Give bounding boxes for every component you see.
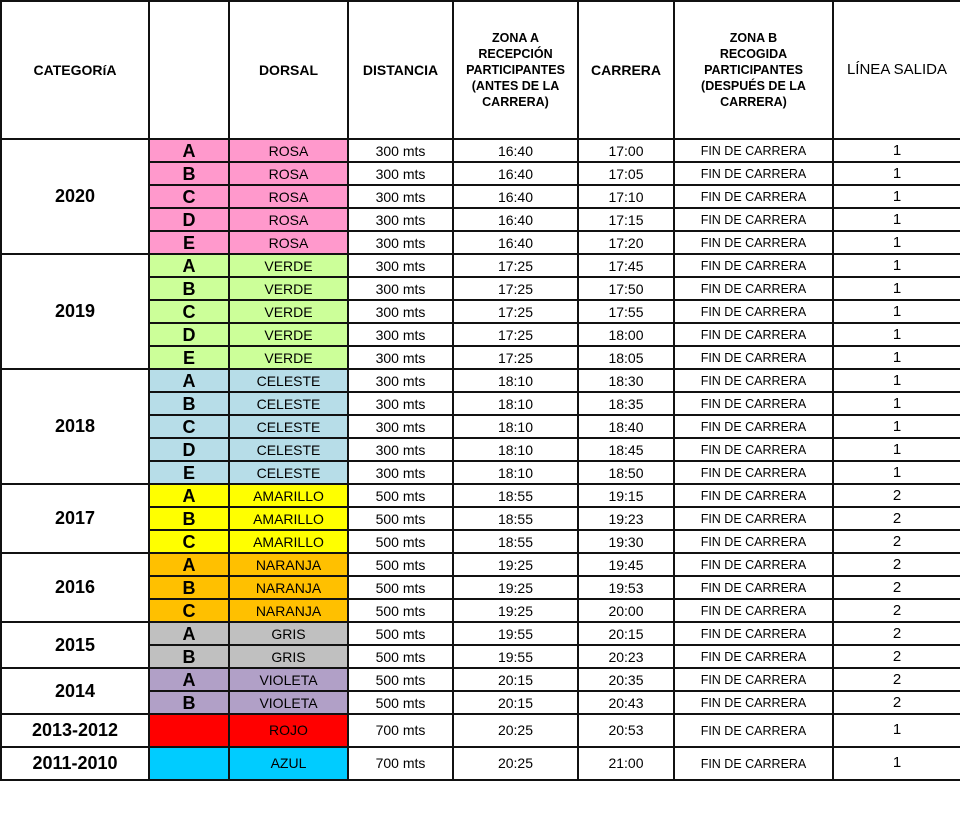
- dorsal-color: ROSA: [229, 185, 348, 208]
- distance: 300 mts: [348, 208, 453, 231]
- header-zona-a-line: ZONA A: [492, 31, 539, 45]
- start-line: 2: [833, 553, 960, 576]
- group-letter: B: [149, 645, 229, 668]
- start-line: 1: [833, 438, 960, 461]
- distance: 300 mts: [348, 300, 453, 323]
- start-line: 1: [833, 415, 960, 438]
- header-linea-salida: LÍNEA SALIDA: [833, 1, 960, 139]
- distance: 300 mts: [348, 346, 453, 369]
- race-time: 18:35: [578, 392, 674, 415]
- distance: 300 mts: [348, 162, 453, 185]
- distance: 300 mts: [348, 415, 453, 438]
- zona-b-pickup: FIN DE CARRERA: [674, 231, 833, 254]
- race-time: 18:30: [578, 369, 674, 392]
- category-year: 2015: [1, 622, 149, 668]
- category-year: 2018: [1, 369, 149, 484]
- group-letter: A: [149, 553, 229, 576]
- zona-b-pickup: FIN DE CARRERA: [674, 369, 833, 392]
- zona-b-pickup: FIN DE CARRERA: [674, 599, 833, 622]
- header-distancia: DISTANCIA: [348, 1, 453, 139]
- distance: 300 mts: [348, 139, 453, 162]
- zona-a-time: 19:55: [453, 622, 578, 645]
- start-line: 1: [833, 231, 960, 254]
- group-letter: D: [149, 208, 229, 231]
- distance: 300 mts: [348, 392, 453, 415]
- zona-b-pickup: FIN DE CARRERA: [674, 346, 833, 369]
- group-letter: C: [149, 300, 229, 323]
- header-zona-b-line: CARRERA): [720, 95, 787, 109]
- distance: 500 mts: [348, 645, 453, 668]
- header-zona-b-line: ZONA B: [729, 31, 778, 45]
- race-time: 19:30: [578, 530, 674, 553]
- zona-b-pickup: FIN DE CARRERA: [674, 139, 833, 162]
- category-year: 2013-2012: [1, 714, 149, 747]
- race-time: 18:05: [578, 346, 674, 369]
- category-year: 2016: [1, 553, 149, 622]
- group-letter: E: [149, 346, 229, 369]
- group-letter: D: [149, 438, 229, 461]
- distance: 300 mts: [348, 461, 453, 484]
- distance: 500 mts: [348, 668, 453, 691]
- zona-b-pickup: FIN DE CARRERA: [674, 254, 833, 277]
- race-time: 17:05: [578, 162, 674, 185]
- zona-b-pickup: FIN DE CARRERA: [674, 507, 833, 530]
- dorsal-color: VERDE: [229, 323, 348, 346]
- zona-a-time: 19:25: [453, 553, 578, 576]
- distance: 300 mts: [348, 185, 453, 208]
- distance: 500 mts: [348, 599, 453, 622]
- zona-a-time: 20:15: [453, 691, 578, 714]
- zona-a-time: 16:40: [453, 208, 578, 231]
- group-letter: B: [149, 392, 229, 415]
- dorsal-color: CELESTE: [229, 392, 348, 415]
- group-letter: [149, 747, 229, 780]
- distance: 300 mts: [348, 277, 453, 300]
- race-time: 21:00: [578, 747, 674, 780]
- zona-b-pickup: FIN DE CARRERA: [674, 691, 833, 714]
- dorsal-color: ROSA: [229, 162, 348, 185]
- header-zona-a-line: CARRERA): [482, 95, 549, 109]
- zona-a-time: 20:15: [453, 668, 578, 691]
- zona-a-time: 17:25: [453, 323, 578, 346]
- group-letter: A: [149, 139, 229, 162]
- header-zona-b-line: PARTICIPANTES: [704, 63, 803, 77]
- distance: 700 mts: [348, 747, 453, 780]
- zona-b-pickup: FIN DE CARRERA: [674, 162, 833, 185]
- dorsal-color: ROJO: [229, 714, 348, 747]
- category-year: 2020: [1, 139, 149, 254]
- race-time: 17:50: [578, 277, 674, 300]
- zona-a-time: 17:25: [453, 277, 578, 300]
- zona-a-time: 16:40: [453, 139, 578, 162]
- start-line: 1: [833, 369, 960, 392]
- race-time: 20:53: [578, 714, 674, 747]
- start-line: 2: [833, 576, 960, 599]
- zona-b-pickup: FIN DE CARRERA: [674, 553, 833, 576]
- distance: 500 mts: [348, 622, 453, 645]
- group-letter: D: [149, 323, 229, 346]
- start-line: 2: [833, 691, 960, 714]
- group-letter: B: [149, 576, 229, 599]
- table-row: [1, 369, 960, 392]
- group-letter: [149, 714, 229, 747]
- header-zona-b-line: (DESPUÉS DE LA: [701, 79, 806, 93]
- table-row: [1, 553, 960, 576]
- start-line: 1: [833, 346, 960, 369]
- start-line: 1: [833, 254, 960, 277]
- zona-a-time: 18:10: [453, 415, 578, 438]
- race-time: 20:35: [578, 668, 674, 691]
- dorsal-color: VIOLETA: [229, 691, 348, 714]
- start-line: 2: [833, 668, 960, 691]
- start-line: 2: [833, 507, 960, 530]
- zona-a-time: 19:25: [453, 599, 578, 622]
- dorsal-color: NARANJA: [229, 553, 348, 576]
- distance: 300 mts: [348, 438, 453, 461]
- race-time: 17:00: [578, 139, 674, 162]
- zona-b-pickup: FIN DE CARRERA: [674, 484, 833, 507]
- distance: 300 mts: [348, 323, 453, 346]
- zona-a-time: 18:55: [453, 507, 578, 530]
- start-line: 1: [833, 747, 960, 780]
- distance: 500 mts: [348, 507, 453, 530]
- start-line: 1: [833, 208, 960, 231]
- dorsal-color: VERDE: [229, 277, 348, 300]
- zona-a-time: 18:10: [453, 461, 578, 484]
- zona-a-time: 19:55: [453, 645, 578, 668]
- group-letter: A: [149, 622, 229, 645]
- zona-a-time: 16:40: [453, 185, 578, 208]
- header-dorsal: DORSAL: [229, 1, 348, 139]
- zona-a-time: 19:25: [453, 576, 578, 599]
- zona-b-pickup: FIN DE CARRERA: [674, 208, 833, 231]
- group-letter: B: [149, 277, 229, 300]
- dorsal-color: ROSA: [229, 208, 348, 231]
- start-line: 2: [833, 530, 960, 553]
- race-time: 17:45: [578, 254, 674, 277]
- zona-b-pickup: FIN DE CARRERA: [674, 277, 833, 300]
- dorsal-color: GRIS: [229, 622, 348, 645]
- category-year: 2019: [1, 254, 149, 369]
- race-time: 20:23: [578, 645, 674, 668]
- dorsal-color: VERDE: [229, 254, 348, 277]
- dorsal-color: CELESTE: [229, 461, 348, 484]
- dorsal-color: VERDE: [229, 300, 348, 323]
- start-line: 1: [833, 139, 960, 162]
- dorsal-color: AMARILLO: [229, 507, 348, 530]
- distance: 500 mts: [348, 691, 453, 714]
- header-zona-b-line: RECOGIDA: [719, 47, 788, 61]
- schedule-body: [1, 139, 960, 780]
- zona-b-pickup: FIN DE CARRERA: [674, 530, 833, 553]
- race-time: 17:15: [578, 208, 674, 231]
- race-time: 18:00: [578, 323, 674, 346]
- zona-b-pickup: FIN DE CARRERA: [674, 392, 833, 415]
- zona-b-pickup: FIN DE CARRERA: [674, 438, 833, 461]
- zona-a-time: 18:55: [453, 484, 578, 507]
- zona-b-pickup: FIN DE CARRERA: [674, 576, 833, 599]
- zona-a-time: 17:25: [453, 346, 578, 369]
- dorsal-color: CELESTE: [229, 369, 348, 392]
- group-letter: C: [149, 185, 229, 208]
- table-row: [1, 622, 960, 645]
- dorsal-color: ROSA: [229, 231, 348, 254]
- group-letter: C: [149, 530, 229, 553]
- category-year: 2014: [1, 668, 149, 714]
- group-letter: B: [149, 691, 229, 714]
- dorsal-color: ROSA: [229, 139, 348, 162]
- dorsal-color: CELESTE: [229, 415, 348, 438]
- zona-a-time: 17:25: [453, 254, 578, 277]
- table-row: [1, 484, 960, 507]
- table-row: [1, 139, 960, 162]
- category-year: 2011-2010: [1, 747, 149, 780]
- race-time: 20:43: [578, 691, 674, 714]
- table-row: [1, 668, 960, 691]
- dorsal-color: NARANJA: [229, 576, 348, 599]
- race-time: 18:45: [578, 438, 674, 461]
- header-zona-a-line: PARTICIPANTES: [466, 63, 565, 77]
- race-time: 18:40: [578, 415, 674, 438]
- dorsal-color: VERDE: [229, 346, 348, 369]
- dorsal-color: AMARILLO: [229, 484, 348, 507]
- distance: 500 mts: [348, 484, 453, 507]
- dorsal-color: CELESTE: [229, 438, 348, 461]
- dorsal-color: VIOLETA: [229, 668, 348, 691]
- group-letter: E: [149, 231, 229, 254]
- zona-a-time: 16:40: [453, 162, 578, 185]
- race-time: 19:53: [578, 576, 674, 599]
- table-row: [1, 254, 960, 277]
- distance: 700 mts: [348, 714, 453, 747]
- start-line: 1: [833, 392, 960, 415]
- start-line: 1: [833, 300, 960, 323]
- start-line: 2: [833, 645, 960, 668]
- race-time: 20:15: [578, 622, 674, 645]
- start-line: 1: [833, 323, 960, 346]
- header-zona-a-line: (ANTES DE LA: [471, 79, 560, 93]
- race-time: 17:10: [578, 185, 674, 208]
- header-categoria: CATEGORíA: [1, 1, 149, 139]
- race-time: 19:23: [578, 507, 674, 530]
- distance: 500 mts: [348, 576, 453, 599]
- group-letter: B: [149, 162, 229, 185]
- race-time: 19:45: [578, 553, 674, 576]
- group-letter: B: [149, 507, 229, 530]
- race-time: 17:20: [578, 231, 674, 254]
- table-row: [1, 714, 960, 747]
- distance: 500 mts: [348, 553, 453, 576]
- zona-b-pickup: FIN DE CARRERA: [674, 622, 833, 645]
- distance: 300 mts: [348, 254, 453, 277]
- distance: 300 mts: [348, 369, 453, 392]
- zona-b-pickup: FIN DE CARRERA: [674, 415, 833, 438]
- dorsal-color: GRIS: [229, 645, 348, 668]
- zona-b-pickup: FIN DE CARRERA: [674, 185, 833, 208]
- category-year: 2017: [1, 484, 149, 553]
- start-line: 1: [833, 277, 960, 300]
- zona-a-time: 18:55: [453, 530, 578, 553]
- header-carrera: CARRERA: [578, 1, 674, 139]
- zona-a-time: 20:25: [453, 714, 578, 747]
- group-letter: A: [149, 254, 229, 277]
- start-line: 1: [833, 714, 960, 747]
- group-letter: A: [149, 668, 229, 691]
- dorsal-color: AMARILLO: [229, 530, 348, 553]
- group-letter: C: [149, 599, 229, 622]
- header-zona-a: [453, 1, 578, 139]
- zona-b-pickup: FIN DE CARRERA: [674, 300, 833, 323]
- zona-a-time: 18:10: [453, 392, 578, 415]
- group-letter: A: [149, 484, 229, 507]
- zona-a-time: 17:25: [453, 300, 578, 323]
- start-line: 1: [833, 185, 960, 208]
- dorsal-color: AZUL: [229, 747, 348, 780]
- header-zona-a-line: RECEPCIÓN: [478, 47, 553, 61]
- race-time: 17:55: [578, 300, 674, 323]
- start-line: 1: [833, 461, 960, 484]
- zona-b-pickup: FIN DE CARRERA: [674, 323, 833, 346]
- group-letter: E: [149, 461, 229, 484]
- start-line: 2: [833, 599, 960, 622]
- zona-b-pickup: FIN DE CARRERA: [674, 668, 833, 691]
- distance: 500 mts: [348, 530, 453, 553]
- header-zona-b: [674, 1, 833, 139]
- zona-b-pickup: FIN DE CARRERA: [674, 714, 833, 747]
- zona-b-pickup: FIN DE CARRERA: [674, 461, 833, 484]
- start-line: 1: [833, 162, 960, 185]
- start-line: 2: [833, 622, 960, 645]
- zona-a-time: 18:10: [453, 438, 578, 461]
- race-time: 19:15: [578, 484, 674, 507]
- zona-a-time: 18:10: [453, 369, 578, 392]
- zona-b-pickup: FIN DE CARRERA: [674, 747, 833, 780]
- dorsal-color: NARANJA: [229, 599, 348, 622]
- header-row: [1, 1, 960, 139]
- group-letter: C: [149, 415, 229, 438]
- start-line: 2: [833, 484, 960, 507]
- race-time: 18:50: [578, 461, 674, 484]
- table-row: [1, 747, 960, 780]
- zona-a-time: 16:40: [453, 231, 578, 254]
- zona-b-pickup: FIN DE CARRERA: [674, 645, 833, 668]
- distance: 300 mts: [348, 231, 453, 254]
- header-letter: [149, 1, 229, 139]
- group-letter: A: [149, 369, 229, 392]
- race-time: 20:00: [578, 599, 674, 622]
- zona-a-time: 20:25: [453, 747, 578, 780]
